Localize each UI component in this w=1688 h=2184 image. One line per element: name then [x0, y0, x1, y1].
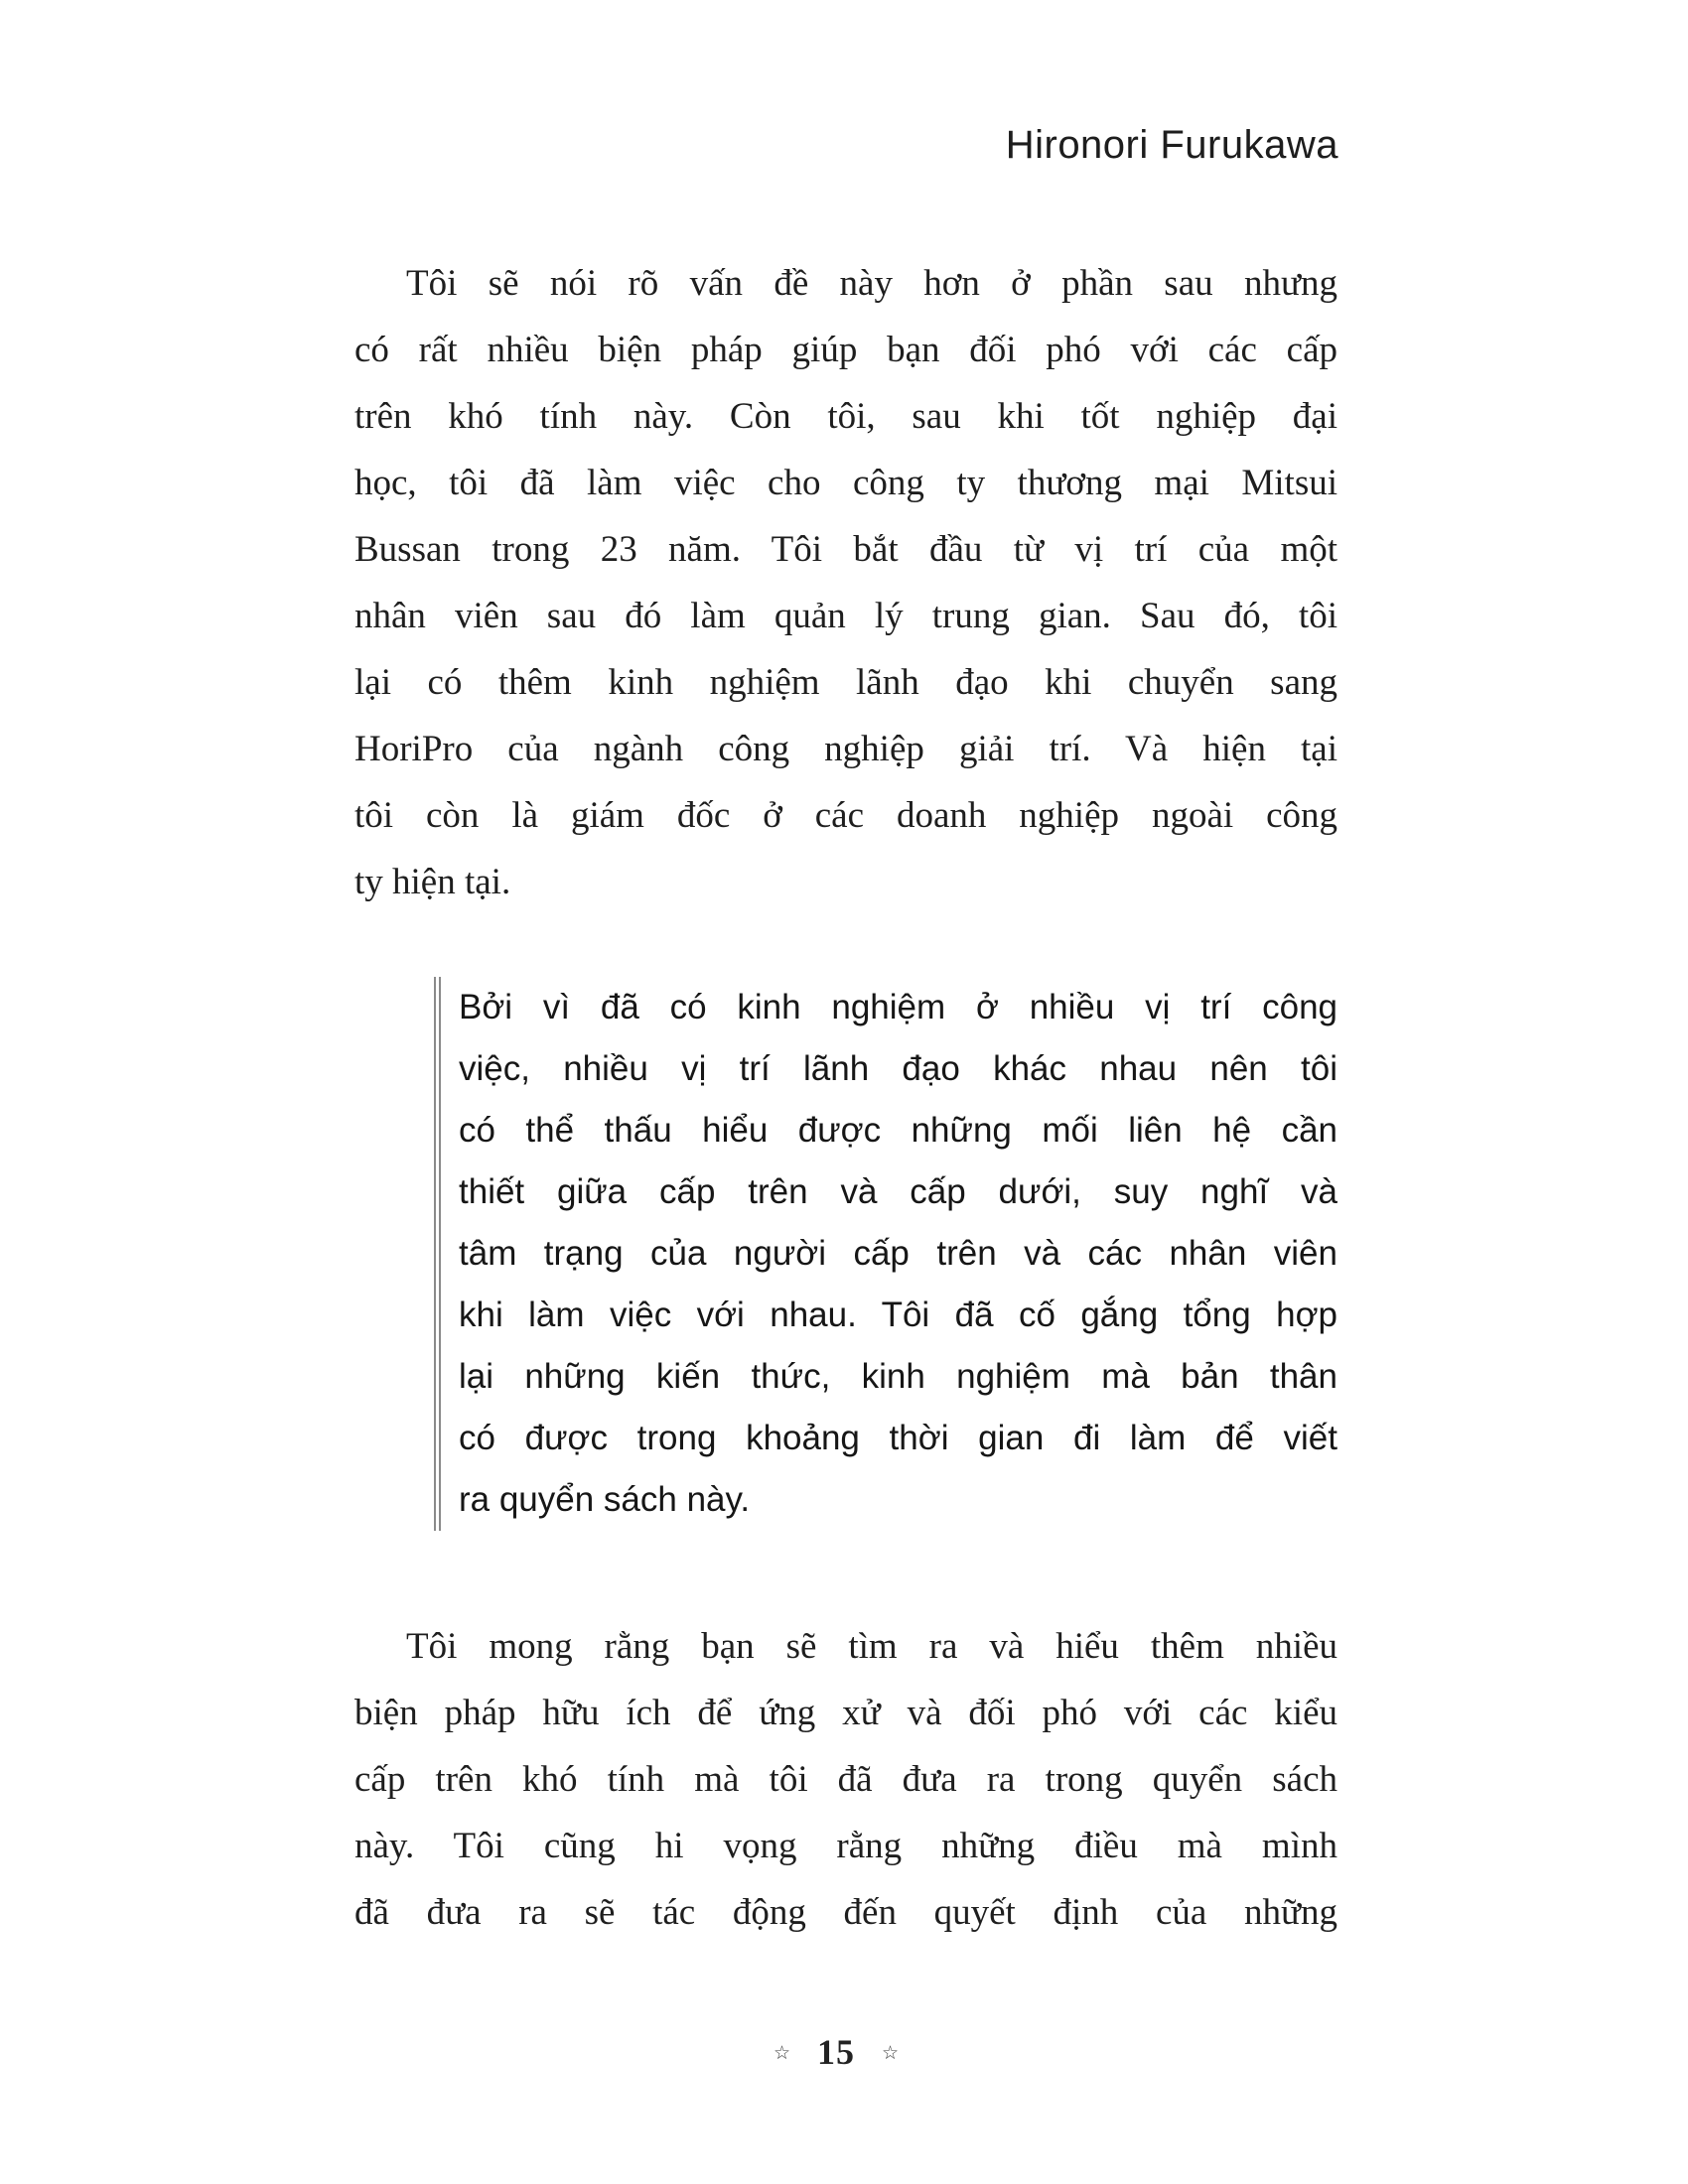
text-line: Tôi mong rằng bạn sẽ tìm ra và hiểu thêm nhiều [406, 1626, 1337, 1667]
text-line: lại có thêm kinh nghiệm lãnh đạo khi chuyển sang [354, 662, 1337, 703]
text-line: cấp trên khó tính mà tôi đã đưa ra trong quyển sách [354, 1759, 1337, 1800]
text-line: biện pháp hữu ích để ứng xử và đối phó với các kiểu [354, 1693, 1337, 1733]
text-line: việc, nhiều vị trí lãnh đạo khác nhau nên tôi [459, 1049, 1337, 1088]
text-line: tôi còn là giám đốc ở các doanh nghiệp ngoài công [354, 795, 1337, 836]
text-line: tâm trạng của người cấp trên và các nhân viên [459, 1234, 1337, 1273]
star-icon: ☆ [773, 2041, 790, 2064]
text-line: HoriPro của ngành công nghiệp giải trí. Và hiện tại [354, 729, 1337, 769]
paragraph-body [354, 1613, 1337, 1946]
text-line: có rất nhiều biện pháp giúp bạn đối phó với các cấp [354, 330, 1337, 370]
text-line: có thể thấu hiểu được những mối liên hệ cần [459, 1111, 1337, 1150]
text-line: Bởi vì đã có kinh nghiệm ở nhiều vị trí công [459, 988, 1337, 1026]
pull-quote [434, 977, 1337, 1531]
paragraph-body [354, 250, 1337, 915]
text-line: đã đưa ra sẽ tác động đến quyết định của những [354, 1892, 1337, 1933]
text-line: này. Tôi cũng hi vọng rằng những điều mà mình [354, 1826, 1337, 1866]
text-line: nhân viên sau đó làm quản lý trung gian. Sau đó, tôi [354, 596, 1337, 636]
text-line: khi làm việc với nhau. Tôi đã cố gắng tổng hợp [459, 1296, 1337, 1334]
page-number: 15 [817, 2032, 855, 2072]
text-line: học, tôi đã làm việc cho công ty thương mại Mitsui [354, 463, 1337, 503]
text-line: Tôi sẽ nói rõ vấn đề này hơn ở phần sau nhưng [406, 263, 1337, 304]
text-line: lại những kiến thức, kinh nghiệm mà bản thân [459, 1357, 1337, 1396]
text-line: ra quyển sách này. [459, 1480, 751, 1519]
star-icon: ☆ [882, 2041, 900, 2064]
text-line: trên khó tính này. Còn tôi, sau khi tốt nghiệp đại [354, 396, 1337, 437]
text-line: thiết giữa cấp trên và cấp dưới, suy nghĩ và [459, 1172, 1337, 1211]
page-footer [354, 2027, 1318, 2077]
running-header-author: Hironori Furukawa [1005, 123, 1338, 167]
text-line: Bussan trong 23 năm. Tôi bắt đầu từ vị trí của một [354, 529, 1337, 570]
text-line: có được trong khoảng thời gian đi làm để viết [459, 1419, 1337, 1457]
text-line: ty hiện tại. [354, 862, 511, 902]
